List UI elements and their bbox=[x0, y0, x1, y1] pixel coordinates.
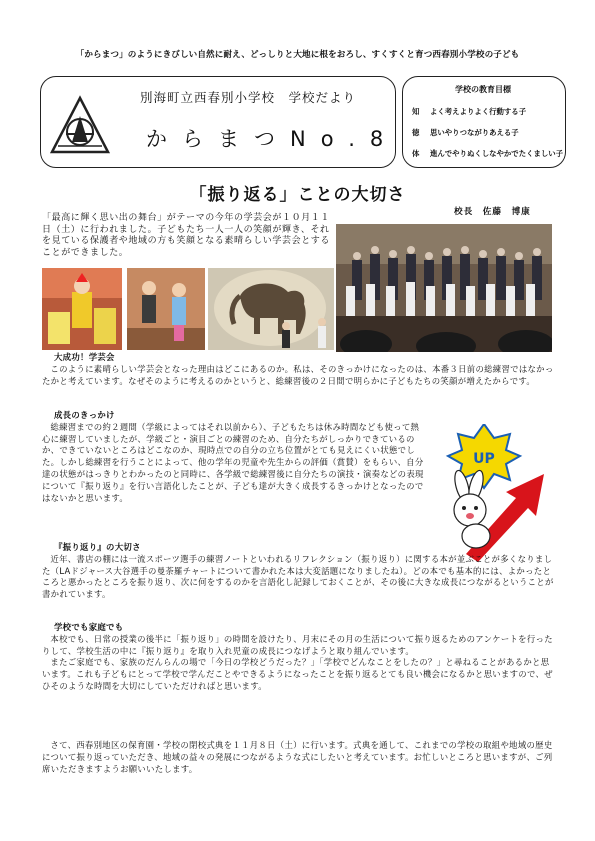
up-badge-text: UP bbox=[473, 451, 495, 467]
stage-group-photo bbox=[336, 224, 552, 352]
goal-text: よく考えよりよく行動する子 bbox=[430, 107, 527, 116]
article-intro: 「最高に輝く思い出の舞台」がテーマの今年の学芸会が１０月１１日（土）に行われました。子どもたち一人一人の笑顔が輝き、それを見ている保護者や地域の方も笑顔となる素晴らしい学芸会とすることができました。 bbox=[42, 213, 331, 258]
goals-heading: 学校の教育目標 bbox=[455, 85, 511, 94]
school-emblem-icon bbox=[48, 94, 112, 158]
school-name: 別海町立西春別小学校 学校だより bbox=[140, 90, 357, 105]
goal-text: 進んでやりぬくしなやかでたくましい子 bbox=[430, 149, 564, 158]
article-title: 「振り返る」ことの大切さ bbox=[189, 185, 406, 205]
newsletter-title: からまつNo.8 bbox=[146, 127, 399, 151]
section-reflection bbox=[42, 542, 557, 601]
section-heading: 成長のきっかけ bbox=[54, 410, 115, 420]
goal-item bbox=[412, 106, 526, 117]
paragraph: さて、西春別地区の保育園・学校の閉校式典を１１月８日（土）に行います。式典を通して、これまでの学校の取組や地域の歴史について振り返っていただき、地域の益々の発展につながるような式にしたいと考えています。お忙しいところと思いますが、ご列席いただきますようお願いいたします。 bbox=[42, 740, 553, 774]
article-author: 校長 佐藤 博康 bbox=[454, 207, 531, 217]
section-heading: 『振り返り』の大切さ bbox=[54, 542, 141, 552]
section-heading: 学校でも家庭でも bbox=[54, 622, 124, 632]
performer-photo-1 bbox=[42, 268, 122, 350]
paragraph: 本校でも、日常の授業の後半に「振り返り」の時間を設けたり、月末にその月の生活について振り返るためのアンケートを行ったりして、学校生活の中に『振り返り』を取り入れ児童の成長につなげようと取り組んでいます。 bbox=[42, 633, 553, 656]
goal-key: 知 bbox=[412, 107, 420, 116]
goal-text: 思いやりつながりあえる子 bbox=[430, 128, 519, 137]
paragraph: このように素晴らしい学芸会となった理由はどこにあるのか。私は、そのきっかけになったのは、本番３日前の総練習ではなかったかと考えています。なぜそのように考えるのかというと、総練習後の２日間で明らかに子どもたちの笑顔が増えたからです。 bbox=[42, 363, 554, 386]
school-motto: 「からまつ」のようにきびしい自然に耐え、どっしりと大地に根をおろし、すくすくと育つ西春別小学校の子ども bbox=[75, 50, 520, 60]
section-growth bbox=[42, 410, 427, 504]
goal-item bbox=[412, 148, 563, 159]
goal-key: 体 bbox=[412, 149, 420, 158]
section-heading: 大成功！学芸会 bbox=[54, 352, 115, 362]
paragraph: 総練習までの約２週間（学級によってはそれ以前から）、子どもたちは休み時間なども使って熱心に練習していましたが、学級ごと・演目ごとの練習のため、自分たちがしっかりできているのか、できていないところはどこなのか、現時点での自分の立ち位置がとても見えにくい状態でした。しかし総練習を行うことによって、他の学年の児童や先生からの評価（賞賛）をもらい、自分達の状態がはっきりとわかったのと同時に、各学級で総練習後に自分たちの演技・演奏などの表現について『振り返り』を行い言語化したことが、子ども達が大きく成長するきっかけとなったのではないかと思います。 bbox=[42, 421, 424, 503]
section-success bbox=[42, 352, 557, 387]
elephant-shadow-photo bbox=[208, 268, 334, 350]
paragraph: またご家庭でも、家族のだんらんの場で「今日の学校どうだった？」「学校でどんなことをしたの？」と尋ねることがあるかと思います。これも子どもにとって学校で学んだことやできるようになったことを振り返るとても良い機会になるかと思いますので、ぜひそのような時間を大切にしていただければと思います。 bbox=[42, 657, 553, 691]
section-closing bbox=[42, 740, 557, 775]
section-school-home bbox=[42, 622, 557, 693]
performer-photo-2 bbox=[127, 268, 205, 350]
goal-key: 徳 bbox=[412, 128, 420, 137]
goal-item bbox=[412, 127, 519, 138]
paragraph: 近年、書店の棚には一流スポーツ選手の練習ノートといわれるリフレクション（振り返り）に関する本が並ぶことが多くなりました（LAドジャース大谷選手の曼荼羅チャートについて書かれた本は大変話題になりましたね）。どの本でも基本的には、よかったところと悪かったところを振り返り、次に何をするのかを言語化し記録しておくことが、その後に大きな成長につながるということが書かれています。 bbox=[42, 553, 554, 600]
